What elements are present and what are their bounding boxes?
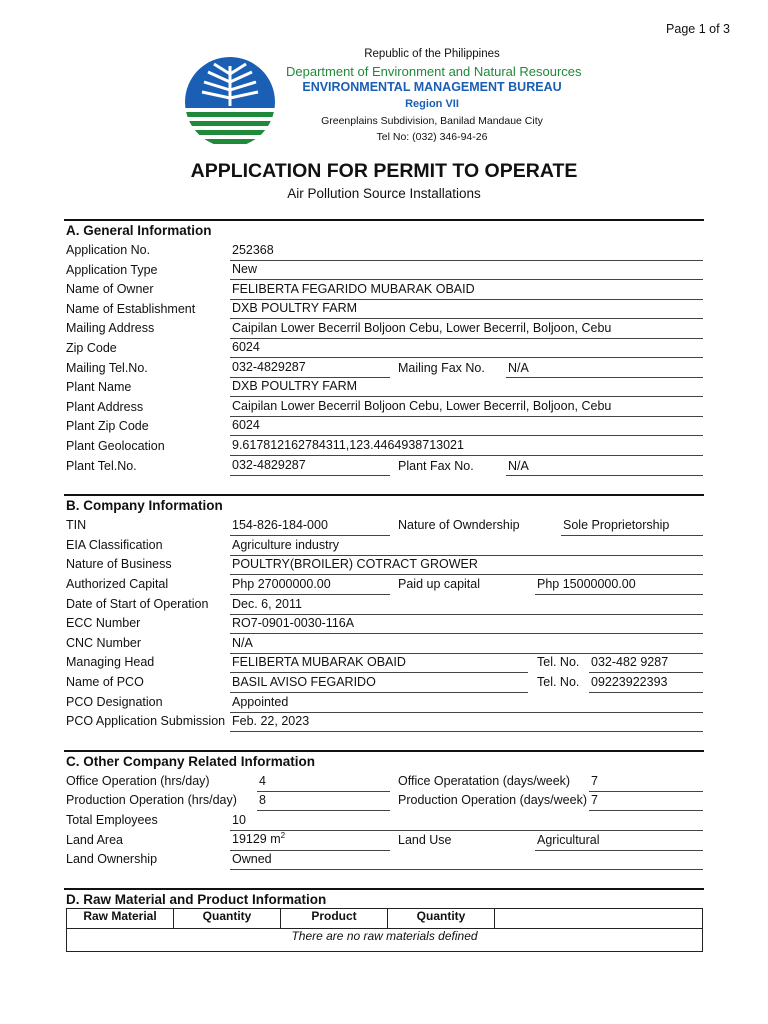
label-application-no: Application No. (66, 243, 151, 257)
label-mailing-fax: Mailing Fax No. (398, 361, 485, 375)
raw-material-table (66, 908, 703, 952)
page-number: Page 1 of 3 (666, 22, 730, 36)
value-plant-zip: 6024 (232, 418, 260, 432)
section-c-rule (64, 750, 704, 752)
section-d-title: D. Raw Material and Product Information (66, 892, 327, 907)
raw-material-table-header (67, 909, 703, 929)
value-plant-geo: 9.617812162784311,123.4464938713021 (232, 438, 464, 452)
land-area-number: 19129 m (232, 832, 281, 846)
value-plant-fax: N/A (508, 459, 529, 473)
label-ecc: ECC Number (66, 616, 141, 630)
document-subtitle: Air Pollution Source Installations (287, 186, 481, 201)
land-area-unit-exponent: 2 (280, 830, 286, 840)
label-mailing-tel: Mailing Tel.No. (66, 361, 148, 375)
label-managing-head-tel: Tel. No. (537, 655, 580, 669)
label-land-ownership: Land Ownership (66, 852, 158, 866)
header-address: Greenplains Subdivision, Banilad Mandaue City (321, 115, 543, 127)
value-office-hrs: 4 (259, 774, 266, 788)
value-start-date: Dec. 6, 2011 (232, 597, 302, 611)
header-republic: Republic of the Philippines (364, 48, 500, 60)
label-prod-days: Production Operation (days/week) (398, 793, 587, 807)
section-d-rule (64, 888, 704, 890)
label-paid-capital: Paid up capital (398, 577, 481, 591)
value-application-type: New (232, 262, 258, 276)
label-tin: TIN (66, 518, 87, 532)
label-pco-tel: Tel. No. (537, 675, 580, 689)
label-business: Nature of Business (66, 557, 172, 571)
value-land-ownership: Owned (232, 852, 272, 866)
label-ownership: Nature of Owndership (398, 518, 520, 532)
label-zip: Zip Code (66, 341, 117, 355)
header-department: Department of Environment and Natural Resources (286, 64, 582, 79)
section-b-title: B. Company Information (66, 498, 223, 513)
empty-message: There are no raw materials defined (67, 929, 703, 952)
value-eia: Agriculture industry (232, 538, 339, 552)
label-office-hrs: Office Operation (hrs/day) (66, 774, 210, 788)
value-pco-designation: Appointed (232, 695, 289, 709)
column-product: Product (281, 909, 388, 929)
label-plant-zip: Plant Zip Code (66, 419, 149, 433)
label-pco-designation: PCO Designation (66, 695, 163, 709)
label-owner: Name of Owner (66, 282, 154, 296)
value-auth-capital: Php 27000000.00 (232, 577, 331, 591)
value-application-no: 252368 (232, 243, 274, 257)
value-mailing-fax: N/A (508, 361, 529, 375)
value-land-use: Agricultural (537, 833, 600, 847)
label-office-days: Office Operatation (days/week) (398, 774, 571, 788)
label-employees: Total Employees (66, 813, 158, 827)
value-prod-hrs: 8 (259, 793, 266, 807)
label-application-type: Application Type (66, 263, 158, 277)
label-start-date: Date of Start of Operation (66, 597, 209, 611)
column-raw-material: Raw Material (67, 909, 174, 929)
label-land-area: Land Area (66, 833, 123, 847)
value-tin: 154-826-184-000 (232, 518, 328, 532)
value-prod-days: 7 (591, 793, 598, 807)
column-product-quantity: Quantity (388, 909, 495, 929)
value-pco-name: BASIL AVISO FEGARIDO (232, 675, 376, 689)
value-cnc: N/A (232, 636, 253, 650)
section-b-rule (64, 494, 704, 496)
label-pco-name: Name of PCO (66, 675, 144, 689)
value-plant-address: Caipilan Lower Becerril Boljoon Cebu, Lower Becerril, Boljoon, Cebu (232, 399, 612, 413)
value-plant-name: DXB POULTRY FARM (232, 379, 358, 393)
label-plant-tel: Plant Tel.No. (66, 459, 137, 473)
header-region: Region VII (405, 98, 459, 110)
label-plant-name: Plant Name (66, 380, 132, 394)
value-plant-tel: 032-4829287 (232, 458, 306, 472)
value-ownership: Sole Proprietorship (563, 518, 670, 532)
value-office-days: 7 (591, 774, 598, 788)
label-pco-submission: PCO Application Submission (66, 714, 226, 728)
section-a-rule (64, 219, 704, 221)
denr-logo-icon (184, 56, 276, 148)
column-quantity: Quantity (174, 909, 281, 929)
value-paid-capital: Php 15000000.00 (537, 577, 636, 591)
value-pco-tel: 09223922393 (591, 675, 668, 689)
label-plant-geo: Plant Geolocation (66, 439, 165, 453)
value-owner: FELIBERTA FEGARIDO MUBARAK OBAID (232, 282, 475, 296)
section-a-title: A. General Information (66, 223, 212, 238)
label-plant-address: Plant Address (66, 400, 144, 414)
value-pco-submission: Feb. 22, 2023 (232, 714, 310, 728)
label-land-use: Land Use (398, 833, 452, 847)
value-managing-head-tel: 032-482 9287 (591, 655, 669, 669)
column-blank (495, 909, 703, 929)
value-employees: 10 (232, 813, 246, 827)
label-managing-head: Managing Head (66, 655, 155, 669)
value-establishment: DXB POULTRY FARM (232, 301, 358, 315)
value-ecc: RO7-0901-0030-116A (232, 616, 355, 630)
header-bureau: ENVIRONMENTAL MANAGEMENT BUREAU (302, 80, 562, 94)
label-plant-fax: Plant Fax No. (398, 459, 474, 473)
section-c-title: C. Other Company Related Information (66, 754, 316, 769)
label-cnc: CNC Number (66, 636, 142, 650)
header-tel: Tel No: (032) 346-94-26 (376, 131, 488, 143)
document-title: APPLICATION FOR PERMIT TO OPERATE (190, 160, 578, 182)
value-managing-head: FELIBERTA MUBARAK OBAID (232, 655, 406, 669)
value-mailing-tel: 032-4829287 (232, 360, 306, 374)
value-zip: 6024 (232, 340, 260, 354)
table-row (67, 929, 703, 952)
value-land-area (232, 832, 285, 846)
label-auth-capital: Authorized Capital (66, 577, 169, 591)
value-business: POULTRY(BROILER) COTRACT GROWER (232, 557, 478, 571)
label-prod-hrs: Production Operation (hrs/day) (66, 793, 237, 807)
label-mailing-address: Mailing Address (66, 321, 155, 335)
label-eia: EIA Classification (66, 538, 163, 552)
label-establishment: Name of Establishment (66, 302, 196, 316)
value-mailing-address: Caipilan Lower Becerril Boljoon Cebu, Lower Becerril, Boljoon, Cebu (232, 321, 612, 335)
